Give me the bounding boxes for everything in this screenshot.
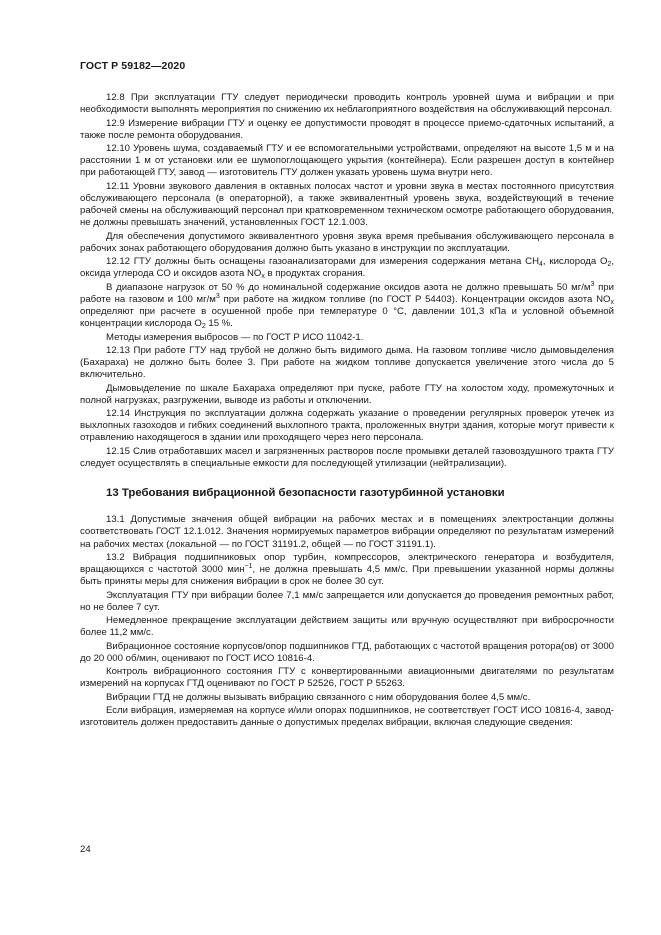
paragraph-linked-equipment: Вибрации ГТД не должны вызывать вибрацию связанного с ним оборудования более 4,5 мм/с. [106,691,531,703]
paragraph-12-13: 12.13 При работе ГТУ над трубой не должно быть видимого дыма. На газовом топливе число дымовыделения (Бахараха) не должно быть более 3. При работе на жидком топливе допускается увеличение этого числа до 5 включительно. [80,344,614,381]
paragraph-aero-engines: Контроль вибрационного состояния ГТУ с конвертированными авиационными двигателями по результатам измерений на корпусах ГТД оценивают по ГОСТ Р 52526, ГОСТ Р 55263. [80,666,614,690]
paragraph-nox-limits: В диапазоне нагрузок от 50 % до номинальной содержание оксидов азота не должно превышать 50 $мг/м^3$ при работе на газовом и 100 $мг/м^3$ при работе на жидком топливе (по ГОСТ Р 54403). Концентрации оксидов азота $NO_x$ определяют при расчете в осушенной пробе при температуре 0 °C, давлении 101,3 кПа и условной объемной концентрации кислорода $O_2$ 15 %. [80,280,614,331]
paragraph-12-9: 12.9 Измерение вибрации ГТУ и оценку ее допустимости проводят в процессе приемо-сдаточных испытаний, а также после ремонта оборудования. [80,117,614,141]
paragraph-12-15: 12.15 Слив отработавших масел и загрязненных растворов после промывки деталей газовоздушного тракта ГТУ следует осуществлять в специальные емкости для последующей утилизации (нейтрализации). [80,445,614,469]
paragraph-bearing-vibration: Вибрационное состояние корпусов/опор подшипников ГТД, работающих с частотой вращения ротора(ов) от 3000 до 20 000 об/мин, оценивают по ГОСТ ИСО 10816-4. [80,640,614,664]
paragraph-vibration-11-2: Немедленное прекращение эксплуатации действием защиты или вручную осуществляют при вибросрочности более 11,2 мм/с. [80,615,614,639]
paragraph-bacharach: Дымовыделение по шкале Бахараха определяют при пуске, работе ГТУ на холостом ходу, промежуточных и полной нагрузках, разгружении, выводе из работы и отключении. [80,382,614,406]
paragraph-12-10: 12.10 Уровень шума, создаваемый ГТУ и ее вспомогательными устройствами, определяют на высоте 1,5 м и на расстоянии 1 м от установки или ее шумопоглощающего укрытия (контейнера). Если разрешен доступ в контейнер при работающей ГТУ, завод — изготовитель ГТУ должен указать уровень шума внутри него. [80,143,614,179]
page-number: 24 [80,844,91,855]
paragraph-12-11: 12.11 Уровни звукового давления в октавных полосах частот и уровни звука в местах постоянного присутствия обслуживающего персонала (в операторной), а также эквивалентный уровень звука, воздействующий в течение рабочей смены на обслуживающий персонал при кратковременном техническом осмотре работающего оборудования, не должны превышать значений, установленных ГОСТ 12.1.003. [80,180,614,229]
section-13-heading: 13 Требования вибрационной безопасности газотурбинной установки [106,487,505,500]
paragraph-noise-exposure: Для обеспечения допустимого эквивалентного уровня звука время пребывания обслуживающего персонала в рабочих зонах работающего оборудования должно быть указано в инструкции по эксплуатации. [80,230,614,254]
paragraph-12-14: 12.14 Инструкция по эксплуатации должна содержать указание о проведении регулярных проверок утечек из выхлопных газоходов и гибких соединений выхлопного тракта, проложенных внутри здания, которые могут привести к отравлению находящегося в здании или проходящего через него персонала. [80,408,614,444]
paragraph-13-2: 13.2 Вибрация подшипниковых опор турбин, компрессоров, электрического генератора и возбудителя, вращающихся с частотой 3000 мин$^{-1}$, не должна превышать 4,5 мм/с. При превышении указанной нормы должны быть приняты меры для снижения вибрации в срок не более 30 сут. [80,551,615,588]
paragraph-12-12: 12.12 ГТУ должны быть оснащены газоанализаторами для измерения содержания метана $CH_4$, кислорода $O_2$, оксида углерода CO и оксидов азота $NO_x$ в продуктах сгорания. [80,256,614,281]
document-body [80,92,614,730]
paragraph-manufacturer-data: Если вибрация, измеряемая на корпусе и/или опорах подшипников, не соответствует ГОСТ ИСО 10816-4, завод-изготовитель должен предоставить данные о допустимых пределах вибрации, включая следующие сведения: [80,704,614,729]
running-header: ГОСТ Р 59182—2020 [80,60,186,72]
paragraph-emission-methods: Методы измерения выбросов — по ГОСТ Р ИСО 11042-1. [106,331,364,343]
paragraph-vibration-7-1: Эксплуатация ГТУ при вибрации более 7,1 мм/с запрещается или допускается до проведения ремонтных работ, но не более 7 сут. [80,589,614,613]
paragraph-12-8: 12.8 При эксплуатации ГТУ следует периодически проводить контроль уровней шума и вибрации и при необходимости выполнять мероприятия по снижению их неблагоприятного воздействия на обслуживающий персонал. [80,92,614,116]
paragraph-13-1: 13.1 Допустимые значения общей вибрации на рабочих местах и в помещениях электростанции должны соответствовать ГОСТ 12.1.012. Значения нормируемых параметров вибрации определяют по результатам измерений на рабочих местах (локальной — по ГОСТ 31191.2, общей — по ГОСТ 31191.1). [80,514,614,550]
